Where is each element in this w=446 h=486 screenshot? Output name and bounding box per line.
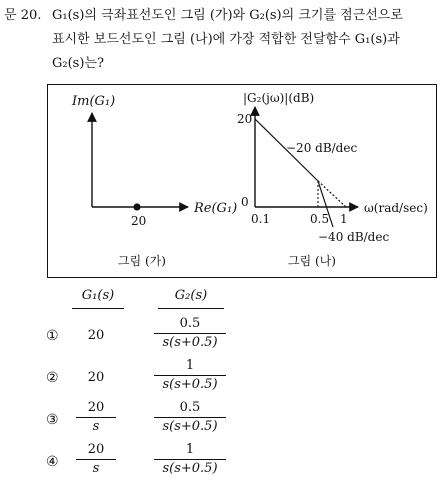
bode-slope-40-label: −40 dB/dec [318, 230, 390, 244]
bode-xtick-1: 1 [340, 212, 348, 226]
fraction-bar [154, 375, 226, 376]
option-3-g2-num: 0.5 [179, 400, 201, 415]
option-3-g1-den: s [92, 419, 100, 434]
figure-box [47, 84, 437, 278]
answer-options [0, 288, 446, 486]
option-3-g2-den: s(s+0.5) [162, 419, 218, 434]
option-3[interactable] [0, 400, 446, 442]
fraction-bar [154, 333, 226, 334]
option-2-g2-den: s(s+0.5) [162, 377, 218, 392]
figures-svg [48, 85, 436, 277]
option-4-mark: ④ [46, 454, 59, 470]
header-g1 [72, 288, 124, 303]
bode-xtick-0.1: 0.1 [251, 212, 271, 226]
option-1-g1: 20 [87, 328, 105, 343]
bode-ytick-20: 20 [237, 112, 253, 126]
option-2-g1: 20 [87, 370, 105, 385]
fraction-bar [154, 459, 226, 460]
bode-ylabel: |G₂(jω)|(dB) [243, 91, 315, 105]
header-g1-underline [72, 308, 124, 309]
header-g2 [158, 288, 224, 303]
option-4-g1-num: 20 [87, 442, 105, 457]
polar-plot [71, 94, 237, 268]
option-2[interactable] [0, 358, 446, 400]
caption-b: 그림 (나) [288, 254, 336, 268]
bode-xlabel: ω(rad/sec) [364, 201, 428, 215]
option-4-g1 [76, 442, 116, 477]
header-g2-text: G₂(s) [174, 288, 208, 303]
question-line-2: 표시한 보드선도인 그림 (나)에 가장 적합한 전달함수 G₁(s)과 [52, 32, 400, 47]
option-3-g1 [76, 400, 116, 435]
header-g2-underline [158, 308, 224, 309]
option-1-g2-num: 0.5 [179, 316, 201, 331]
caption-a: 그림 (가) [118, 254, 166, 268]
option-2-mark: ② [46, 370, 59, 386]
option-1[interactable] [0, 316, 446, 358]
question-number: 문 20. [4, 8, 42, 23]
question-text [52, 4, 444, 76]
bode-xtick-0.5: 0.5 [310, 212, 330, 226]
option-3-mark: ③ [46, 412, 59, 428]
fraction-bar [154, 417, 226, 418]
option-2-g2-num: 1 [185, 358, 195, 373]
option-3-g1-num: 20 [87, 400, 105, 415]
polar-ylabel: Im(G₁) [72, 94, 116, 109]
option-4-g1-den: s [92, 461, 100, 476]
option-4-g2-num: 1 [185, 442, 195, 457]
option-4-g2 [154, 442, 226, 477]
option-2-g2 [154, 358, 226, 393]
question-line-1: G₁(s)의 극좌표선도인 그림 (가)와 G₂(s)의 크기를 점근선으로 [52, 8, 403, 23]
question-line-3: G₂(s)는? [52, 56, 104, 71]
option-4[interactable] [0, 442, 446, 484]
bode-slope-20-label: −20 dB/dec [286, 141, 358, 155]
polar-point-label: 20 [131, 214, 147, 228]
option-1-g2-den: s(s+0.5) [162, 335, 218, 350]
polar-point-20 [133, 203, 140, 210]
option-1-mark: ① [46, 328, 59, 344]
option-3-g2 [154, 400, 226, 435]
header-g1-text: G₁(s) [81, 288, 115, 303]
option-1-g2 [154, 316, 226, 351]
polar-xlabel: Re(G₁) [194, 201, 238, 216]
fraction-bar [76, 417, 116, 418]
bode-plot [237, 91, 428, 268]
option-4-g2-den: s(s+0.5) [162, 461, 218, 476]
bode-ytick-0: 0 [241, 195, 249, 209]
fraction-bar [76, 459, 116, 460]
